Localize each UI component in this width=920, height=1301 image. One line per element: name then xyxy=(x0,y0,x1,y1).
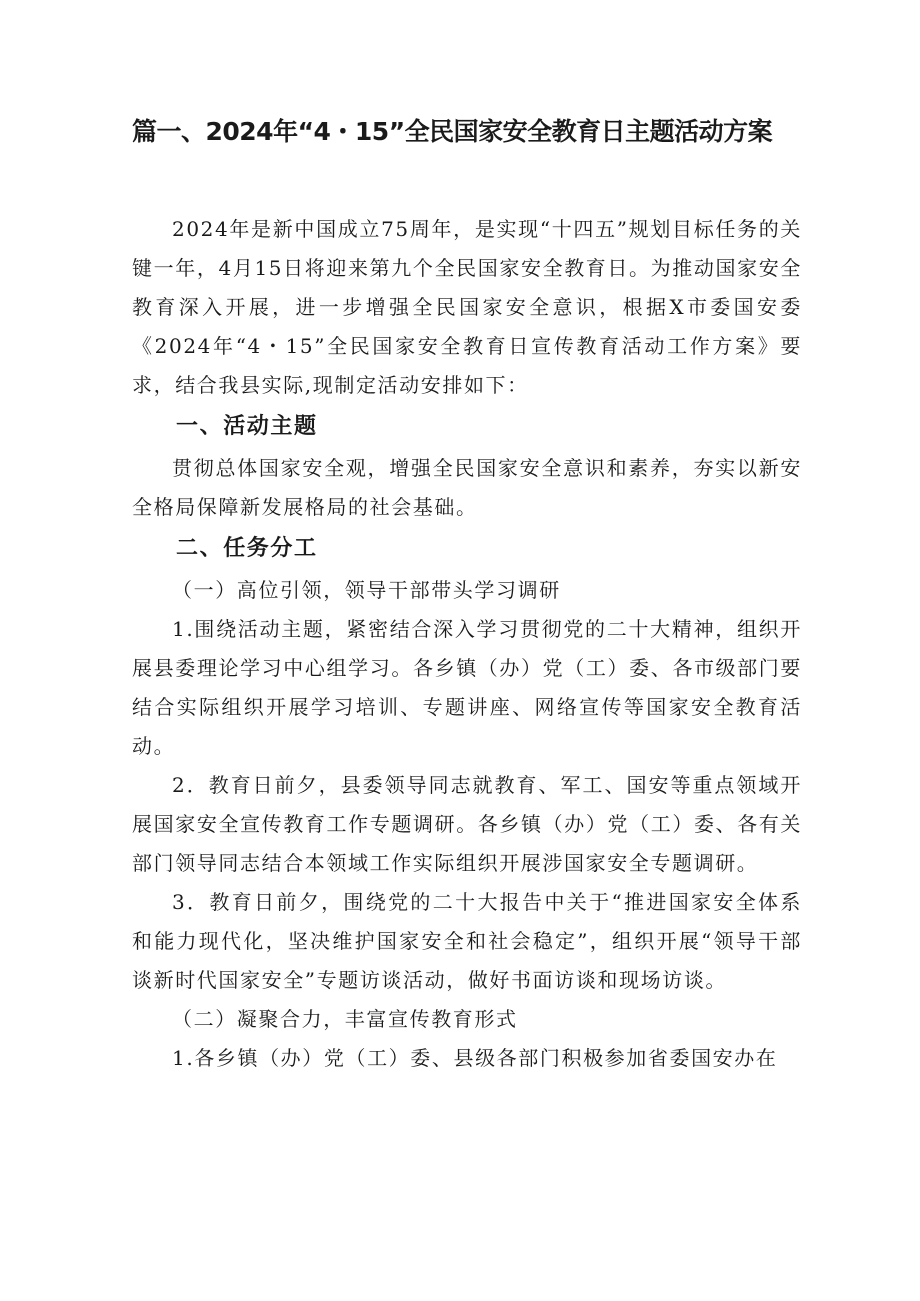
task-item-3: 3．教育日前夕，围绕党的二十大报告中关于“推进国家安全体系和能力现代化，坚决维护国家安全和社会稳定”，组织开展“领导干部谈新时代国家安全”专题访谈活动，做好书面访谈和现场访谈。 xyxy=(132,890,802,992)
section-heading-tasks: 二、任务分工 xyxy=(176,536,318,561)
task-item-4: 1.各乡镇（办）党（工）委、县级各部门积极参加省委国安办在 xyxy=(172,1046,778,1070)
subsection-heading-leadership: （一）高位引领，领导干部带头学习调研 xyxy=(172,578,561,602)
document-body xyxy=(132,210,802,1078)
subsection-heading-publicity: （二）凝聚合力，丰富宣传教育形式 xyxy=(172,1007,518,1031)
task-item-1: 1.围绕活动主题，紧密结合深入学习贯彻党的二十大精神，组织开展县委理论学习中心组学习。各乡镇（办）党（工）委、各市级部门要结合实际组织开展学习培训、专题讲座、网络宣传等国家安全教育活动。 xyxy=(132,617,802,758)
document-title: 篇一、2024年“4・15”全民国家安全教育日主题活动方案 xyxy=(132,117,773,146)
section-heading-theme: 一、活动主题 xyxy=(176,414,318,439)
intro-paragraph: 2024年是新中国成立75周年，是实现“十四五”规划目标任务的关键一年，4月15日将迎来第九个全民国家安全教育日。为推动国家安全教育深入开展，进一步增强全民国家安全意识，根据X市委国安委《2024年“4・15”全民国家安全教育日宣传教育活动工作方案》要求，结合我县实际,现制定活动安排如下： xyxy=(132,217,802,397)
theme-paragraph: 贯彻总体国家安全观，增强全民国家安全意识和素养，夯实以新安全格局保障新发展格局的社会基础。 xyxy=(132,456,802,519)
task-item-2: 2．教育日前夕，县委领导同志就教育、军工、国安等重点领域开展国家安全宣传教育工作专题调研。各乡镇（办）党（工）委、各有关部门领导同志结合本领域工作实际组织开展涉国家安全专题调研。 xyxy=(132,773,802,875)
